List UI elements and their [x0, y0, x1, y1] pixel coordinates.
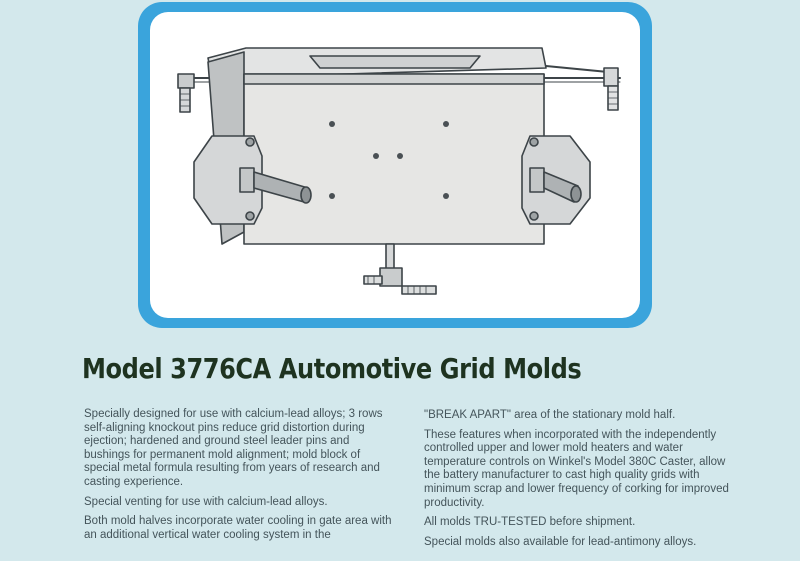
paragraph-cooling: Both mold halves incorporate water cooling in gate area with an additional vertical water cooling system in the — [84, 515, 392, 541]
illustration-frame — [138, 2, 652, 328]
left-text-column — [84, 408, 394, 548]
mold-assembly-illustration — [150, 12, 640, 318]
paragraph-description: Specially designed for use with calcium-lead alloys; 3 rows self-aligning knockout pins reduce grid distortion during ejection; hardened and ground steel leader pins and bushings for permanent mold alignment; mold block of special metal formula resulting from years of research and casting experience. — [84, 408, 383, 488]
paragraph-special-molds: Special molds also available for lead-antimony alloys. — [424, 535, 697, 548]
paragraph-tru-tested: All molds TRU-TESTED before shipment. — [424, 516, 636, 529]
right-text-column — [424, 409, 738, 555]
paragraph-venting: Special venting for use with calcium-lead alloys. — [84, 495, 328, 508]
paragraph-features: These features when incorporated with the independently controlled upper and lower mold heaters and water temperature controls on Winkel's Model 380C Caster, allow the battery manufacturer to cast high quality grids with minimum scrap and lower frequency of corking for improved productivity. — [424, 428, 729, 509]
left-elbow-fitting — [178, 74, 194, 112]
paragraph-break-apart: "BREAK APART" area of the stationary mold half. — [424, 409, 676, 421]
illustration-panel — [150, 12, 640, 318]
bottom-water-fitting — [364, 244, 436, 294]
mold-block-face — [244, 74, 544, 244]
page-title: Model 3776CA Automotive Grid Molds — [82, 352, 582, 385]
left-clamp-bracket — [194, 136, 262, 224]
right-elbow-fitting — [546, 66, 618, 110]
